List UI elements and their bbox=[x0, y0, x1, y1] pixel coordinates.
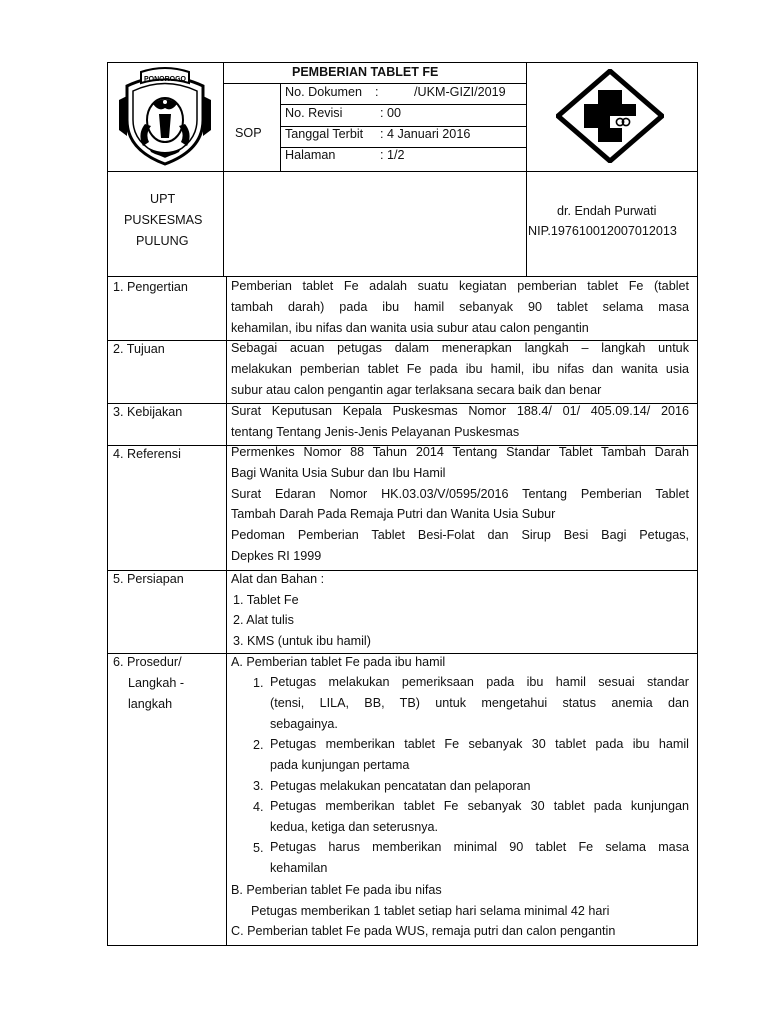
prosedur-a-item-1-num: 1. bbox=[253, 676, 264, 690]
ponorogo-logo bbox=[113, 64, 217, 168]
prosedur-b-title: B. Pemberian tablet Fe pada ibu nifas bbox=[231, 883, 442, 897]
bakti-husada-logo bbox=[556, 69, 664, 163]
prosedur-a-item-5-num: 5. bbox=[253, 841, 264, 855]
section-text-pengertian: Pemberian tablet Fe adalah suatu kegiatan pemberian tablet Fe (tablet tambah darah) pada ibu hamil sebanyak 90 tablet selama masa kehamilan, ibu nifas dan wanita usia subur atau calon pengantin bbox=[231, 279, 689, 335]
prosedur-a-item-3-text: Petugas melakukan pencatatan dan pelaporan bbox=[270, 779, 531, 793]
prosedur-a-item-2-num: 2. bbox=[253, 738, 264, 752]
prosedur-a-title: A. Pemberian tablet Fe pada ibu hamil bbox=[231, 655, 446, 669]
field-label-tanggal-terbit: Tanggal Terbit bbox=[285, 127, 364, 141]
field-label-no-revisi: No. Revisi bbox=[285, 106, 343, 120]
prosedur-a-item-5-text: Petugas harus memberikan minimal 90 tablet Fe selama masa kehamilan bbox=[270, 840, 689, 875]
section-label-prosedur-1: 6. Prosedur/ bbox=[113, 655, 182, 669]
svg-text:PONOROGO: PONOROGO bbox=[143, 76, 187, 83]
section-label-prosedur-2: Langkah - bbox=[128, 676, 185, 690]
org-line-pulung: PULUNG bbox=[136, 234, 189, 248]
prosedur-a-item-2-text: Petugas memberikan tablet Fe sebanyak 30 tablet pada ibu hamil pada kunjungan pertama bbox=[270, 737, 689, 772]
field-label-no-dokumen: No. Dokumen bbox=[285, 85, 362, 99]
section-label-pengertian: 1. Pengertian bbox=[113, 280, 188, 294]
sop-label: SOP bbox=[235, 126, 262, 140]
signer-nip: NIP.197610012007012013 bbox=[528, 224, 677, 238]
section-label-kebijakan: 3. Kebijakan bbox=[113, 405, 183, 419]
org-line-puskesmas: PUSKESMAS bbox=[124, 213, 203, 227]
prosedur-a-item-4-num: 4. bbox=[253, 800, 264, 814]
field-value-no-dokumen: /UKM-GIZI/2019 bbox=[414, 85, 506, 99]
field-sep-no-dokumen: : bbox=[375, 85, 379, 99]
section-label-tujuan: 2. Tujuan bbox=[113, 342, 165, 356]
prosedur-b-text: Petugas memberikan 1 tablet setiap hari selama minimal 42 hari bbox=[251, 904, 610, 918]
field-value-halaman: : 1/2 bbox=[380, 148, 405, 162]
org-line-upt: UPT bbox=[150, 192, 176, 206]
persiapan-intro: Alat dan Bahan : bbox=[231, 572, 325, 586]
field-value-no-revisi: : 00 bbox=[380, 106, 402, 120]
signer-name: dr. Endah Purwati bbox=[557, 204, 657, 218]
prosedur-a-item-3-num: 3. bbox=[253, 779, 264, 793]
section-text-referensi: Permenkes Nomor 88 Tahun 2014 Tentang Standar Tablet Tambah Darah Bagi Wanita Usia Subur dan Ibu Hamil Surat Edaran Nomor HK.03.03/V/0595/2016 Tentang Pemberian Tablet Tambah Darah Pada Remaja Putri dan Wanita Usia Subur Pedoman Pemberian Tablet Besi-Folat dan Sirup Besi Bagi Petugas, Depkes RI 1999 bbox=[231, 445, 689, 563]
prosedur-a-item-4-text: Petugas memberikan tablet Fe sebanyak 30 tablet pada kunjungan kedua, ketiga dan seterusnya. bbox=[270, 799, 689, 834]
persiapan-item-3: 3. KMS (untuk ibu hamil) bbox=[233, 634, 371, 648]
section-text-tujuan: Sebagai acuan petugas dalam menerapkan langkah – langkah untuk melakukan pemberian tablet Fe pada ibu hamil, ibu nifas dan wanita usia subur atau calon pengantin agar terlaksana secara baik dan benar bbox=[231, 341, 689, 397]
prosedur-a-item-1-text: Petugas melakukan pemeriksaan pada ibu hamil sesuai standar (tensi, LILA, BB, TB) untuk mengetahui status anemia dan sebagainya. bbox=[270, 675, 689, 731]
field-value-tanggal-terbit: : 4 Januari 2016 bbox=[380, 127, 471, 141]
section-label-prosedur-3: langkah bbox=[128, 697, 173, 711]
section-text-kebijakan: Surat Keputusan Kepala Puskesmas Nomor 188.4/ 01/ 405.09.14/ 2016 tentang Tentang Jenis-Jenis Pelayanan Puskesmas bbox=[231, 404, 689, 439]
persiapan-item-1: 1. Tablet Fe bbox=[233, 593, 299, 607]
section-label-persiapan: 5. Persiapan bbox=[113, 572, 184, 586]
persiapan-item-2: 2. Alat tulis bbox=[233, 613, 294, 627]
field-label-halaman: Halaman bbox=[285, 148, 336, 162]
section-label-referensi: 4. Referensi bbox=[113, 447, 181, 461]
prosedur-c-title: C. Pemberian tablet Fe pada WUS, remaja putri dan calon pengantin bbox=[231, 924, 616, 938]
document-title: PEMBERIAN TABLET FE bbox=[292, 65, 439, 79]
